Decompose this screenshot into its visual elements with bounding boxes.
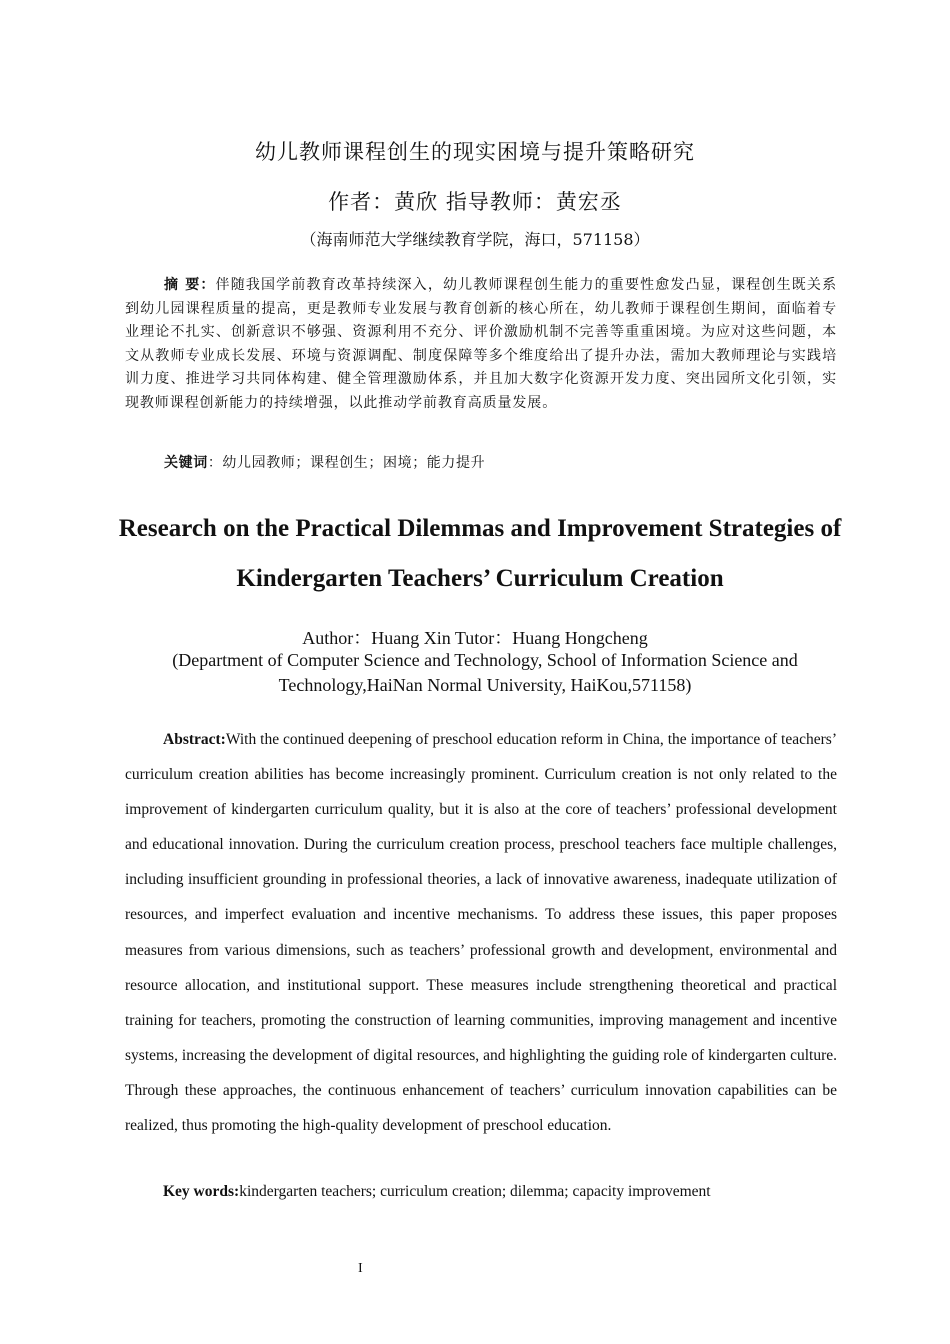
english-abstract-text: With the continued deepening of preschool education reform in China, the importance of teachers’ curriculum creation abilities has become increasingly prominent. Curriculum creation is not only related to the improvement of kindergarten curriculum quality, but it is also at the core of teachers’ professional development and educational innovation. During the curriculum creation process, preschool teachers face multiple challenges, including insufficient grounding in professional theories, a lack of innovative awareness, inadequate utilization of resources, and imperfect evaluation and incentive mechanisms. To address these issues, this paper proposes measures from various dimensions, such as teachers’ professional growth and development, environmental and resource allocation, and institutional support. These measures include strengthening theoretical and practical training for teachers, promoting the construction of learning communities, improving management and incentive systems, increasing the development of digital resources, and highlighting the guiding role of kindergarten culture. Through these approaches, the continuous enhancement of teachers’ curriculum innovation capabilities can be realized, thus promoting the high-quality development of preschool education. (125, 731, 837, 1135)
english-keywords-text: kindergarten teachers; curriculum creation; dilemma; capacity improvement (239, 1183, 711, 1200)
chinese-author-line: 作者：黄欣 指导教师：黄宏丞 (328, 190, 622, 214)
chinese-keywords-text: ：幼儿园教师；课程创生；困境；能力提升 (207, 455, 486, 471)
chinese-keywords-label: 关键词 (164, 455, 208, 471)
english-abstract (125, 722, 837, 1143)
english-title: Research on the Practical Dilemmas and Improvement Strategies of Kindergarten Teachers’ Curriculum Creation (118, 515, 842, 592)
chinese-abstract-label: 摘 要： (164, 277, 216, 293)
english-keywords (163, 1183, 711, 1201)
english-affiliation: (Department of Computer Science and Technology, School of Information Science and Technology,HaiNan Normal University, HaiKou,571158) (172, 650, 798, 695)
chinese-title: 幼儿教师课程创生的现实困境与提升策略研究 (255, 140, 695, 164)
chinese-abstract-text: 伴随我国学前教育改革持续深入，幼儿教师课程创生能力的重要性愈发凸显，课程创生既关系到幼儿园课程质量的提高，更是教师专业发展与教育创新的核心所在，幼儿教师于课程创生期间，面临着专业理论不扎实、创新意识不够强、资源利用不充分、评价激励机制不完善等重重困境。为应对这些问题，本文从教师专业成长发展、环境与资源调配、制度保障等多个维度给出了提升办法，需加大教师理论与实践培训力度、推进学习共同体构建、健全管理激励体系，并且加大数字化资源开发力度、突出园所文化引领，实现教师课程创新能力的持续增强，以此推动学前教育高质量发展。 (125, 277, 837, 411)
chinese-keywords (164, 452, 485, 472)
english-keywords-label: Key words: (163, 1183, 240, 1200)
english-author-line: Author：Huang Xin Tutor：Huang Hongcheng (302, 628, 648, 648)
english-abstract-label: Abstract: (163, 731, 226, 748)
chinese-affiliation: （海南师范大学继续教育学院，海口，571158） (300, 230, 650, 249)
page-number: I (358, 1261, 363, 1276)
chinese-abstract (125, 274, 837, 415)
